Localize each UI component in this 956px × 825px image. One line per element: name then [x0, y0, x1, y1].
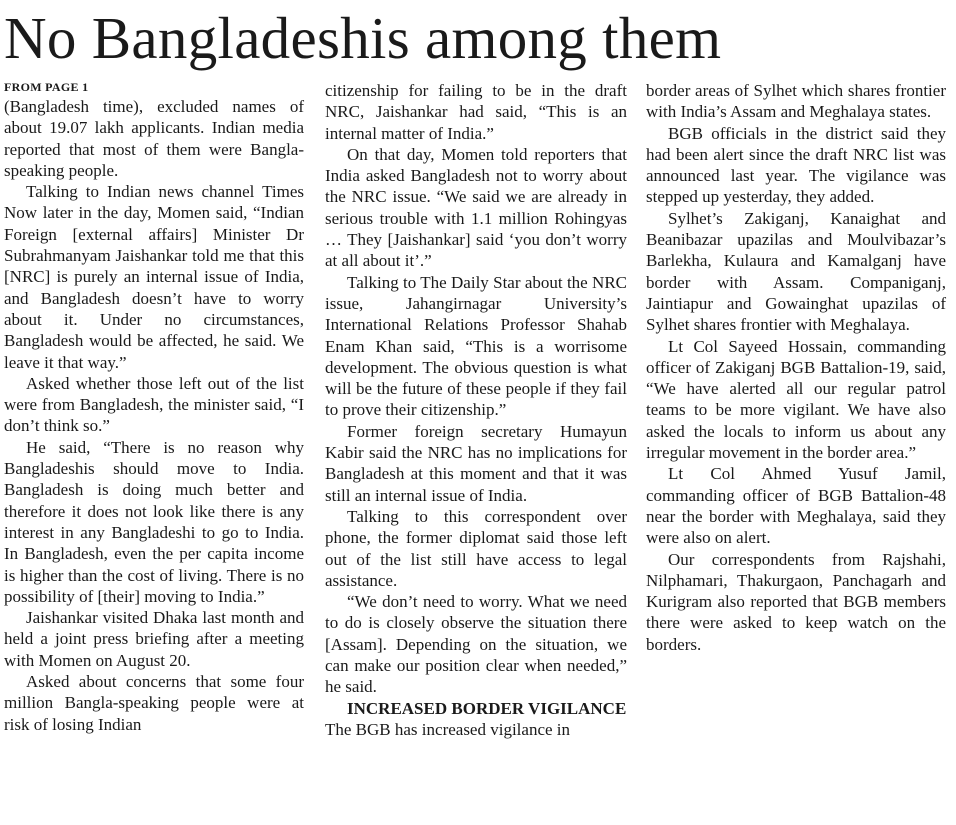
paragraph: The BGB has increased vigilance in	[325, 719, 571, 739]
paragraph: Jaishankar visited Dhaka last month and held a joint press briefing after a meeting with Momen on August 20.	[4, 608, 304, 670]
column-2	[325, 80, 627, 740]
paragraph: Lt Col Sayeed Hossain, commanding officer of Zakiganj BGB Battalion-19, said, “We have alerted all our regular patrol teams to be more vigilant. We have also asked the locals to inform us about any irregular movement in the border area.”	[646, 336, 946, 463]
column-1	[4, 80, 304, 735]
paragraph: Talking to The Daily Star about the NRC issue, Jahangirnagar University’s International Relations Professor Shahab Enam Khan said, “This is a worrisome development. The obvious question is what will be the future of these people if they fail to prove their citizenship.”	[325, 272, 627, 420]
headline: No Bangladeshis among them	[4, 5, 722, 71]
paragraph: On that day, Momen told reporters that India asked Bangladesh not to worry about the NRC issue. “We said we are already in serious trouble with 1.1 million Rohingyas … They [Jaishankar] said ‘you don’t worry at all about it’.”	[325, 144, 627, 271]
paragraph: Talking to this correspondent over phone, the former diplomat said those left out of the list still have access to legal assistance.	[325, 506, 627, 590]
paragraph: Asked whether those left out of the list were from Bangladesh, the minister said, “I don’t think so.”	[4, 373, 304, 436]
continuation-kicker: FROM PAGE 1	[4, 80, 89, 94]
paragraph: BGB officials in the district said they had been alert since the draft NRC list was announced last year. The vigilance was stepped up yesterday, they added.	[646, 123, 946, 207]
paragraph: Sylhet’s Zakiganj, Kanaighat and Beanibazar upazilas and Moulvibazar’s Barlekha, Kulaura and Kamalganj have border with Assam. Companiganj, Jaintiapur and Gowainghat upazilas of Sylhet shares frontier with Meghalaya.	[646, 208, 946, 335]
subheading: INCREASED BORDER VIGILANCE	[347, 698, 627, 718]
paragraph: “We don’t need to worry. What we need to do is closely observe the situation there [Assam]. Depending on the situation, we can make our position clear when needed,” he said.	[325, 592, 627, 697]
paragraph: citizenship for failing to be in the draft NRC, Jaishankar had said, “This is an internal matter of India.”	[325, 81, 627, 143]
paragraph: Our correspondents from Rajshahi, Nilphamari, Thakurgaon, Panchagarh and Kurigram also reported that BGB members there were asked to keep watch on the borders.	[646, 549, 946, 654]
paragraph: Asked about concerns that some four million Bangla-speaking people were at risk of losing Indian	[4, 672, 304, 734]
paragraph: Lt Col Ahmed Yusuf Jamil, commanding officer of BGB Battalion-48 near the border with Meghalaya, said they were also on alert.	[646, 464, 946, 548]
paragraph: He said, “There is no reason why Bangladeshis should move to India. Bangladesh is doing much better and therefore it does not look like there is any interest in any Bangladeshi to go to India. In Bangladesh, even the per capita income is higher than the cost of living. There is no possibility of [their] moving to India.”	[4, 437, 304, 606]
paragraph: (Bangladesh time), excluded names of about 19.07 lakh applicants. Indian media reported that most of them were Bangla-speaking people.	[4, 97, 304, 180]
paragraph: Former foreign secretary Humayun Kabir said the NRC has no implications for Bangladesh at this moment and that it was still an internal issue of India.	[325, 421, 627, 505]
column-3	[646, 80, 946, 655]
paragraph: border areas of Sylhet which shares frontier with India’s Assam and Meghalaya states.	[646, 81, 946, 122]
paragraph: Talking to Indian news channel Times Now later in the day, Momen said, “Indian Foreign [external affairs] Minister Dr Subrahmanyam Jaishankar told me that this [NRC] is purely an internal issue of India, and Bangladesh doesn’t have to worry about it. Under no circumstances, Bangladesh would be affected, he said. We leave it that way.”	[4, 182, 304, 372]
